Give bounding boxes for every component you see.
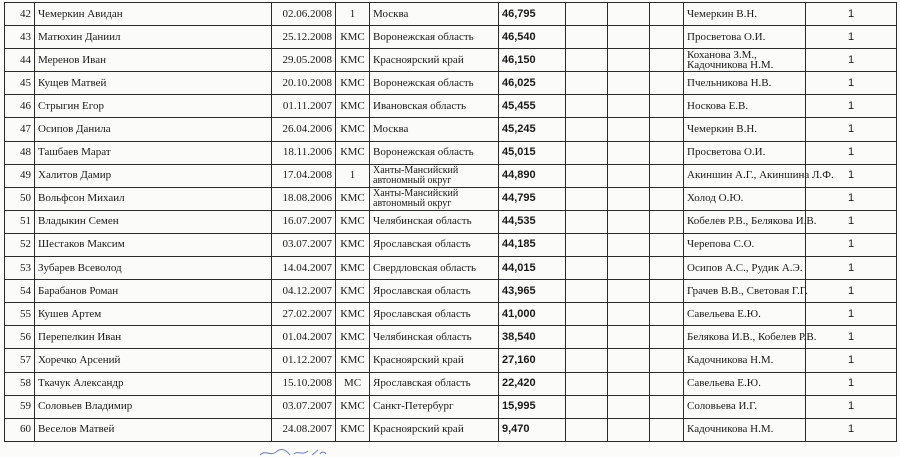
row-number: 57	[5, 349, 35, 372]
athlete-name: Владыкин Семен	[35, 210, 272, 233]
table-row	[5, 26, 897, 49]
coach-names: Соловьева И.Г.	[684, 395, 806, 418]
empty-cell	[650, 418, 684, 441]
table-row	[5, 49, 897, 72]
sport-rank: КМС	[336, 26, 370, 49]
sport-rank: КМС	[336, 233, 370, 256]
birth-date: 29.05.2008	[272, 49, 336, 72]
region: Ханты-Мансийский автономный округ	[370, 187, 499, 210]
empty-cell	[608, 187, 650, 210]
empty-cell	[608, 141, 650, 164]
empty-cell	[608, 72, 650, 95]
empty-cell	[566, 118, 608, 141]
region: Ярославская область	[370, 233, 499, 256]
birth-date: 26.04.2006	[272, 118, 336, 141]
birth-date: 15.10.2008	[272, 372, 336, 395]
empty-cell	[566, 164, 608, 187]
coach-names: Пчельникова Н.В.	[684, 72, 806, 95]
row-number: 54	[5, 280, 35, 303]
region: Ивановская область	[370, 95, 499, 118]
total-score: 44,795	[499, 187, 566, 210]
region: Москва	[370, 118, 499, 141]
region: Ярославская область	[370, 280, 499, 303]
sport-rank: 1	[336, 3, 370, 26]
table-row	[5, 303, 897, 326]
team-count: 1	[806, 164, 897, 187]
empty-cell	[566, 187, 608, 210]
birth-date: 25.12.2008	[272, 26, 336, 49]
athlete-name: Стрыгин Егор	[35, 95, 272, 118]
athlete-name: Осипов Данила	[35, 118, 272, 141]
total-score: 44,535	[499, 210, 566, 233]
birth-date: 01.11.2007	[272, 95, 336, 118]
row-number: 44	[5, 49, 35, 72]
total-score: 38,540	[499, 326, 566, 349]
sport-rank: КМС	[336, 118, 370, 141]
table-row	[5, 372, 897, 395]
region: Воронежская область	[370, 141, 499, 164]
empty-cell	[566, 72, 608, 95]
sport-rank: КМС	[336, 95, 370, 118]
empty-cell	[608, 3, 650, 26]
empty-cell	[650, 95, 684, 118]
total-score: 46,540	[499, 26, 566, 49]
row-number: 58	[5, 372, 35, 395]
sport-rank: КМС	[336, 395, 370, 418]
athlete-name: Кущев Матвей	[35, 72, 272, 95]
empty-cell	[566, 257, 608, 280]
empty-cell	[650, 303, 684, 326]
empty-cell	[650, 326, 684, 349]
results-table	[4, 2, 897, 442]
empty-cell	[566, 326, 608, 349]
coach-names: Савельева Е.Ю.	[684, 303, 806, 326]
birth-date: 16.07.2007	[272, 210, 336, 233]
table-row	[5, 280, 897, 303]
table-row	[5, 210, 897, 233]
total-score: 46,795	[499, 3, 566, 26]
table-row	[5, 95, 897, 118]
coach-names: Просветова О.И.	[684, 26, 806, 49]
empty-cell	[608, 418, 650, 441]
coach-names: Кобелев Р.В., Белякова И.В.	[684, 210, 806, 233]
row-number: 60	[5, 418, 35, 441]
empty-cell	[608, 164, 650, 187]
total-score: 45,015	[499, 141, 566, 164]
sport-rank: КМС	[336, 418, 370, 441]
team-count: 1	[806, 418, 897, 441]
empty-cell	[650, 372, 684, 395]
athlete-name: Зубарев Всеволод	[35, 257, 272, 280]
coach-names: Акиншин А.Г., Акиншина Л.Ф.	[684, 164, 806, 187]
row-number: 48	[5, 141, 35, 164]
team-count: 1	[806, 349, 897, 372]
athlete-name: Барабанов Роман	[35, 280, 272, 303]
total-score: 22,420	[499, 372, 566, 395]
team-count: 1	[806, 141, 897, 164]
empty-cell	[608, 233, 650, 256]
athlete-name: Перепелкин Иван	[35, 326, 272, 349]
sport-rank: КМС	[336, 280, 370, 303]
region: Красноярский край	[370, 49, 499, 72]
row-number: 50	[5, 187, 35, 210]
region: Свердловская область	[370, 257, 499, 280]
team-count: 1	[806, 280, 897, 303]
coach-names: Кадочникова Н.М.	[684, 418, 806, 441]
total-score: 45,245	[499, 118, 566, 141]
coach-names: Черепова С.О.	[684, 233, 806, 256]
empty-cell	[608, 280, 650, 303]
team-count: 1	[806, 72, 897, 95]
coach-names: Чемеркин В.Н.	[684, 118, 806, 141]
empty-cell	[608, 257, 650, 280]
total-score: 43,965	[499, 280, 566, 303]
row-number: 55	[5, 303, 35, 326]
birth-date: 02.06.2008	[272, 3, 336, 26]
coach-names: Савельева Е.Ю.	[684, 372, 806, 395]
table-row	[5, 118, 897, 141]
table-row	[5, 326, 897, 349]
birth-date: 27.02.2007	[272, 303, 336, 326]
birth-date: 20.10.2008	[272, 72, 336, 95]
team-count: 1	[806, 187, 897, 210]
empty-cell	[650, 257, 684, 280]
empty-cell	[608, 372, 650, 395]
empty-cell	[608, 26, 650, 49]
team-count: 1	[806, 326, 897, 349]
empty-cell	[650, 49, 684, 72]
total-score: 44,185	[499, 233, 566, 256]
sport-rank: КМС	[336, 257, 370, 280]
team-count: 1	[806, 95, 897, 118]
total-score: 15,995	[499, 395, 566, 418]
row-number: 51	[5, 210, 35, 233]
empty-cell	[608, 349, 650, 372]
empty-cell	[566, 349, 608, 372]
empty-cell	[650, 233, 684, 256]
table-row	[5, 3, 897, 26]
team-count: 1	[806, 26, 897, 49]
team-count: 1	[806, 3, 897, 26]
empty-cell	[650, 164, 684, 187]
row-number: 56	[5, 326, 35, 349]
empty-cell	[608, 303, 650, 326]
sport-rank: КМС	[336, 187, 370, 210]
empty-cell	[650, 26, 684, 49]
athlete-name: Халитов Дамир	[35, 164, 272, 187]
total-score: 46,150	[499, 49, 566, 72]
sport-rank: КМС	[336, 349, 370, 372]
athlete-name: Шестаков Максим	[35, 233, 272, 256]
team-count: 1	[806, 303, 897, 326]
sport-rank: МС	[336, 372, 370, 395]
row-number: 45	[5, 72, 35, 95]
total-score: 46,025	[499, 72, 566, 95]
coach-names: Чемеркин В.Н.	[684, 3, 806, 26]
region: Ярославская область	[370, 372, 499, 395]
empty-cell	[650, 395, 684, 418]
empty-cell	[650, 280, 684, 303]
results-rows	[5, 3, 897, 442]
empty-cell	[608, 95, 650, 118]
table-row	[5, 233, 897, 256]
region: Санкт-Петербург	[370, 395, 499, 418]
empty-cell	[566, 141, 608, 164]
empty-cell	[566, 395, 608, 418]
coach-names: Холод О.Ю.	[684, 187, 806, 210]
empty-cell	[650, 349, 684, 372]
empty-cell	[608, 49, 650, 72]
athlete-name: Вольфсон Михаил	[35, 187, 272, 210]
team-count: 1	[806, 395, 897, 418]
birth-date: 01.12.2007	[272, 349, 336, 372]
total-score: 44,015	[499, 257, 566, 280]
row-number: 52	[5, 233, 35, 256]
team-count: 1	[806, 257, 897, 280]
athlete-name: Кушев Артем	[35, 303, 272, 326]
athlete-name: Ташбаев Марат	[35, 141, 272, 164]
row-number: 43	[5, 26, 35, 49]
birth-date: 03.07.2007	[272, 395, 336, 418]
table-row	[5, 349, 897, 372]
total-score: 27,160	[499, 349, 566, 372]
region: Ярославская область	[370, 303, 499, 326]
sport-rank: КМС	[336, 49, 370, 72]
coach-names: Носкова Е.В.	[684, 95, 806, 118]
birth-date: 04.12.2007	[272, 280, 336, 303]
empty-cell	[650, 72, 684, 95]
total-score: 9,470	[499, 418, 566, 441]
athlete-name: Матюхин Даниил	[35, 26, 272, 49]
sport-rank: КМС	[336, 210, 370, 233]
athlete-name: Соловьев Владимир	[35, 395, 272, 418]
row-number: 59	[5, 395, 35, 418]
birth-date: 18.11.2006	[272, 141, 336, 164]
empty-cell	[650, 3, 684, 26]
empty-cell	[608, 210, 650, 233]
team-count: 1	[806, 233, 897, 256]
team-count: 1	[806, 118, 897, 141]
birth-date: 18.08.2006	[272, 187, 336, 210]
team-count: 1	[806, 210, 897, 233]
athlete-name: Веселов Матвей	[35, 418, 272, 441]
table-row	[5, 395, 897, 418]
coach-names: Белякова И.В., Кобелев Р.В.	[684, 326, 806, 349]
table-row	[5, 257, 897, 280]
coach-names: Просветова О.И.	[684, 141, 806, 164]
sport-rank: КМС	[336, 326, 370, 349]
empty-cell	[608, 395, 650, 418]
birth-date: 03.07.2007	[272, 233, 336, 256]
empty-cell	[566, 372, 608, 395]
birth-date: 24.08.2007	[272, 418, 336, 441]
sport-rank: КМС	[336, 141, 370, 164]
athlete-name: Меренов Иван	[35, 49, 272, 72]
row-number: 47	[5, 118, 35, 141]
birth-date: 01.04.2007	[272, 326, 336, 349]
region: Москва	[370, 3, 499, 26]
team-count: 1	[806, 372, 897, 395]
athlete-name: Ткачук Александр	[35, 372, 272, 395]
row-number: 49	[5, 164, 35, 187]
region: Воронежская область	[370, 72, 499, 95]
empty-cell	[608, 326, 650, 349]
empty-cell	[566, 280, 608, 303]
athlete-name: Чемеркин Авидан	[35, 3, 272, 26]
sport-rank: КМС	[336, 72, 370, 95]
empty-cell	[650, 187, 684, 210]
empty-cell	[566, 3, 608, 26]
empty-cell	[566, 303, 608, 326]
birth-date: 17.04.2008	[272, 164, 336, 187]
region: Красноярский край	[370, 418, 499, 441]
handwritten-signature	[258, 448, 328, 457]
sport-rank: 1	[336, 164, 370, 187]
empty-cell	[650, 118, 684, 141]
row-number: 53	[5, 257, 35, 280]
empty-cell	[650, 210, 684, 233]
region: Челябинская область	[370, 210, 499, 233]
empty-cell	[566, 418, 608, 441]
coach-names: Грачев В.В., Световая Г.Г.	[684, 280, 806, 303]
total-score: 44,890	[499, 164, 566, 187]
region: Ханты-Мансийский автономный округ	[370, 164, 499, 187]
empty-cell	[566, 210, 608, 233]
athlete-name: Хоречко Арсений	[35, 349, 272, 372]
table-row	[5, 72, 897, 95]
coach-names: Коханова З.М., Кадочникова Н.М.	[684, 49, 806, 72]
row-number: 42	[5, 3, 35, 26]
empty-cell	[566, 26, 608, 49]
row-number: 46	[5, 95, 35, 118]
birth-date: 14.04.2007	[272, 257, 336, 280]
table-row	[5, 164, 897, 187]
empty-cell	[566, 233, 608, 256]
coach-names: Кадочникова Н.М.	[684, 349, 806, 372]
region: Челябинская область	[370, 326, 499, 349]
empty-cell	[566, 49, 608, 72]
sport-rank: КМС	[336, 303, 370, 326]
team-count: 1	[806, 49, 897, 72]
table-row	[5, 418, 897, 441]
coach-names: Осипов А.С., Рудик А.Э.	[684, 257, 806, 280]
region: Красноярский край	[370, 349, 499, 372]
empty-cell	[566, 95, 608, 118]
table-row	[5, 187, 897, 210]
table-row	[5, 141, 897, 164]
empty-cell	[608, 118, 650, 141]
empty-cell	[650, 141, 684, 164]
total-score: 41,000	[499, 303, 566, 326]
region: Воронежская область	[370, 26, 499, 49]
total-score: 45,455	[499, 95, 566, 118]
